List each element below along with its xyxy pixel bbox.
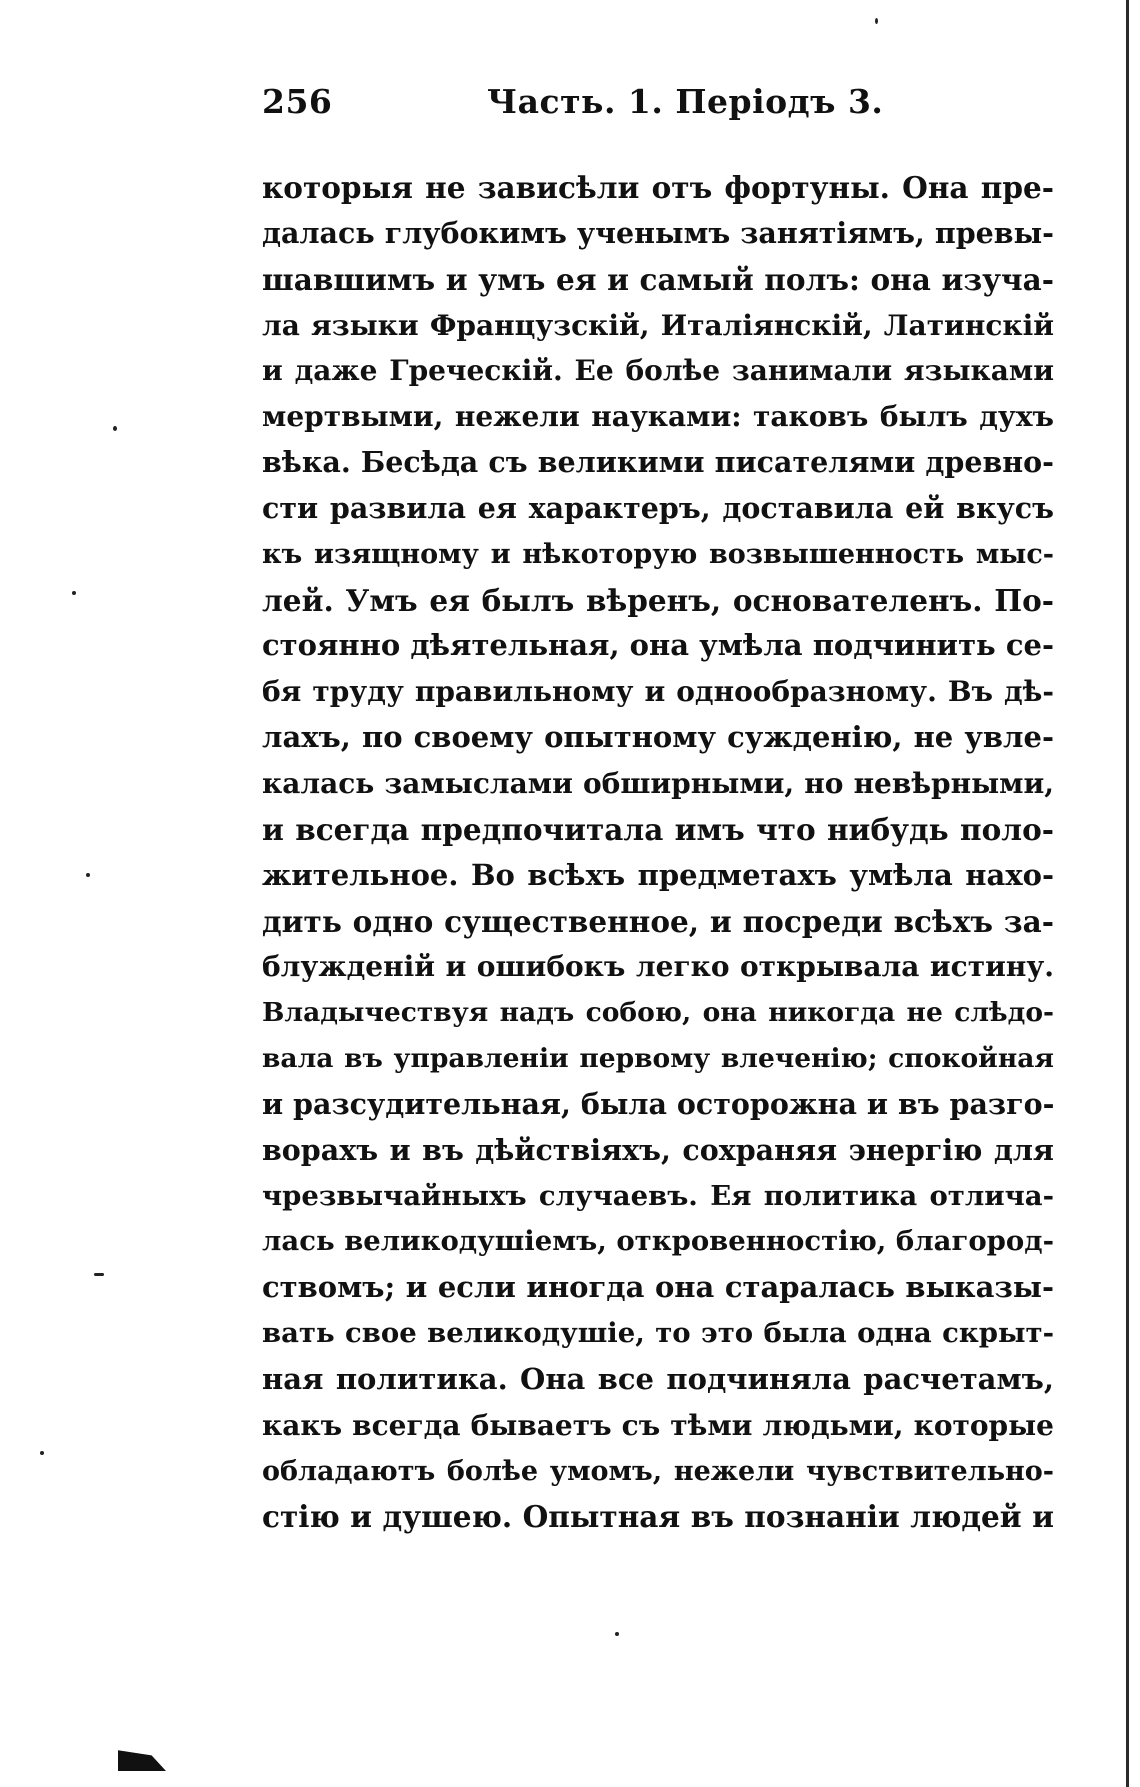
- scan-speck: [40, 1451, 44, 1455]
- scan-speck: [72, 591, 76, 595]
- text-line: мертвыми, нежели науками: таковъ былъ духъ: [262, 400, 1054, 434]
- text-line: вѣка. Бесѣда съ великими писателями древно-: [262, 445, 1054, 480]
- text-line: и даже Греческій. Ее болѣе занимали языками: [262, 354, 1054, 388]
- text-line: которыя не зависѣли отъ фортуны. Она пре-: [262, 170, 1054, 205]
- text-line: къ изящному и нѣкоторую возвышенность мыс-: [262, 538, 1054, 570]
- text-line: какъ всегда бываетъ съ тѣми людьми, которые: [262, 1408, 1054, 1442]
- scan-corner-mark: [118, 1745, 166, 1771]
- scan-speck: [94, 1273, 104, 1276]
- text-line: ворахъ и въ дѣйствіяхъ, сохраняя энергію для: [262, 1132, 1054, 1167]
- text-line: чрезвычайныхъ случаевъ. Ея политика отлича-: [262, 1179, 1054, 1212]
- page-number: 256: [262, 82, 333, 121]
- text-line: ла языки Французскій, Италіянскій, Латинскій: [262, 308, 1054, 342]
- text-line: шавшимъ и умъ ея и самый полъ: она изуча-: [262, 261, 1054, 297]
- text-line: стію и душею. Опытная въ познаніи людей и: [262, 1499, 1054, 1535]
- text-line: далась глубокимъ ученымъ занятіямъ, превы-: [262, 215, 1054, 250]
- scan-speck: [615, 1632, 619, 1636]
- text-line: дить одно существенное, и посреди всѣхъ за-: [262, 903, 1054, 939]
- text-line: обладаютъ болѣе умомъ, нежели чувствительно-: [262, 1455, 1054, 1487]
- text-line: ствомъ; и если иногда она старалась выказы-: [262, 1270, 1054, 1305]
- running-head: Часть. 1. Періодъ 3.: [487, 82, 884, 121]
- text-line: стоянно дѣятельная, она умѣла подчинить се-: [262, 628, 1054, 663]
- text-line: лахъ, по своему опытному сужденію, не увле-: [262, 720, 1054, 755]
- text-line: лась великодушіемъ, откровенностію, благород-: [262, 1225, 1054, 1258]
- text-line: блужденій и ошибокъ легко открывала истину.: [262, 950, 1054, 984]
- scan-speck: [86, 873, 90, 877]
- text-line: сти развила ея характеръ, доставила ей вкусъ: [262, 490, 1054, 525]
- page-header: [262, 82, 1062, 132]
- text-line: ная политика. Она все подчиняла расчетамъ,: [262, 1361, 1054, 1396]
- scan-speck: [113, 426, 117, 431]
- text-line: вать свое великодушіе, то это была одна скрыт-: [262, 1317, 1054, 1350]
- text-line: Владычествуя надъ собою, она никогда не слѣдо-: [262, 997, 1054, 1029]
- text-line: вала въ управленіи первому влеченію; спокойная: [262, 1043, 1054, 1075]
- text-line: лей. Умъ ея былъ вѣренъ, основателенъ. По-: [262, 582, 1054, 618]
- text-line: калась замыслами обширными, но невѣрными,: [262, 766, 1054, 800]
- text-line: бя труду правильному и однообразному. Въ дѣ-: [262, 675, 1054, 709]
- page-edge-rule: [1126, 0, 1129, 1787]
- body-text: [262, 165, 1054, 1540]
- text-line: и разсудительная, была осторожна и въ разго-: [262, 1086, 1054, 1121]
- text-line: жительное. Во всѣхъ предметахъ умѣла нахо-: [262, 857, 1054, 892]
- scan-speck: [875, 18, 878, 24]
- text-line: и всегда предпочитала имъ что нибудь поло-: [262, 811, 1054, 847]
